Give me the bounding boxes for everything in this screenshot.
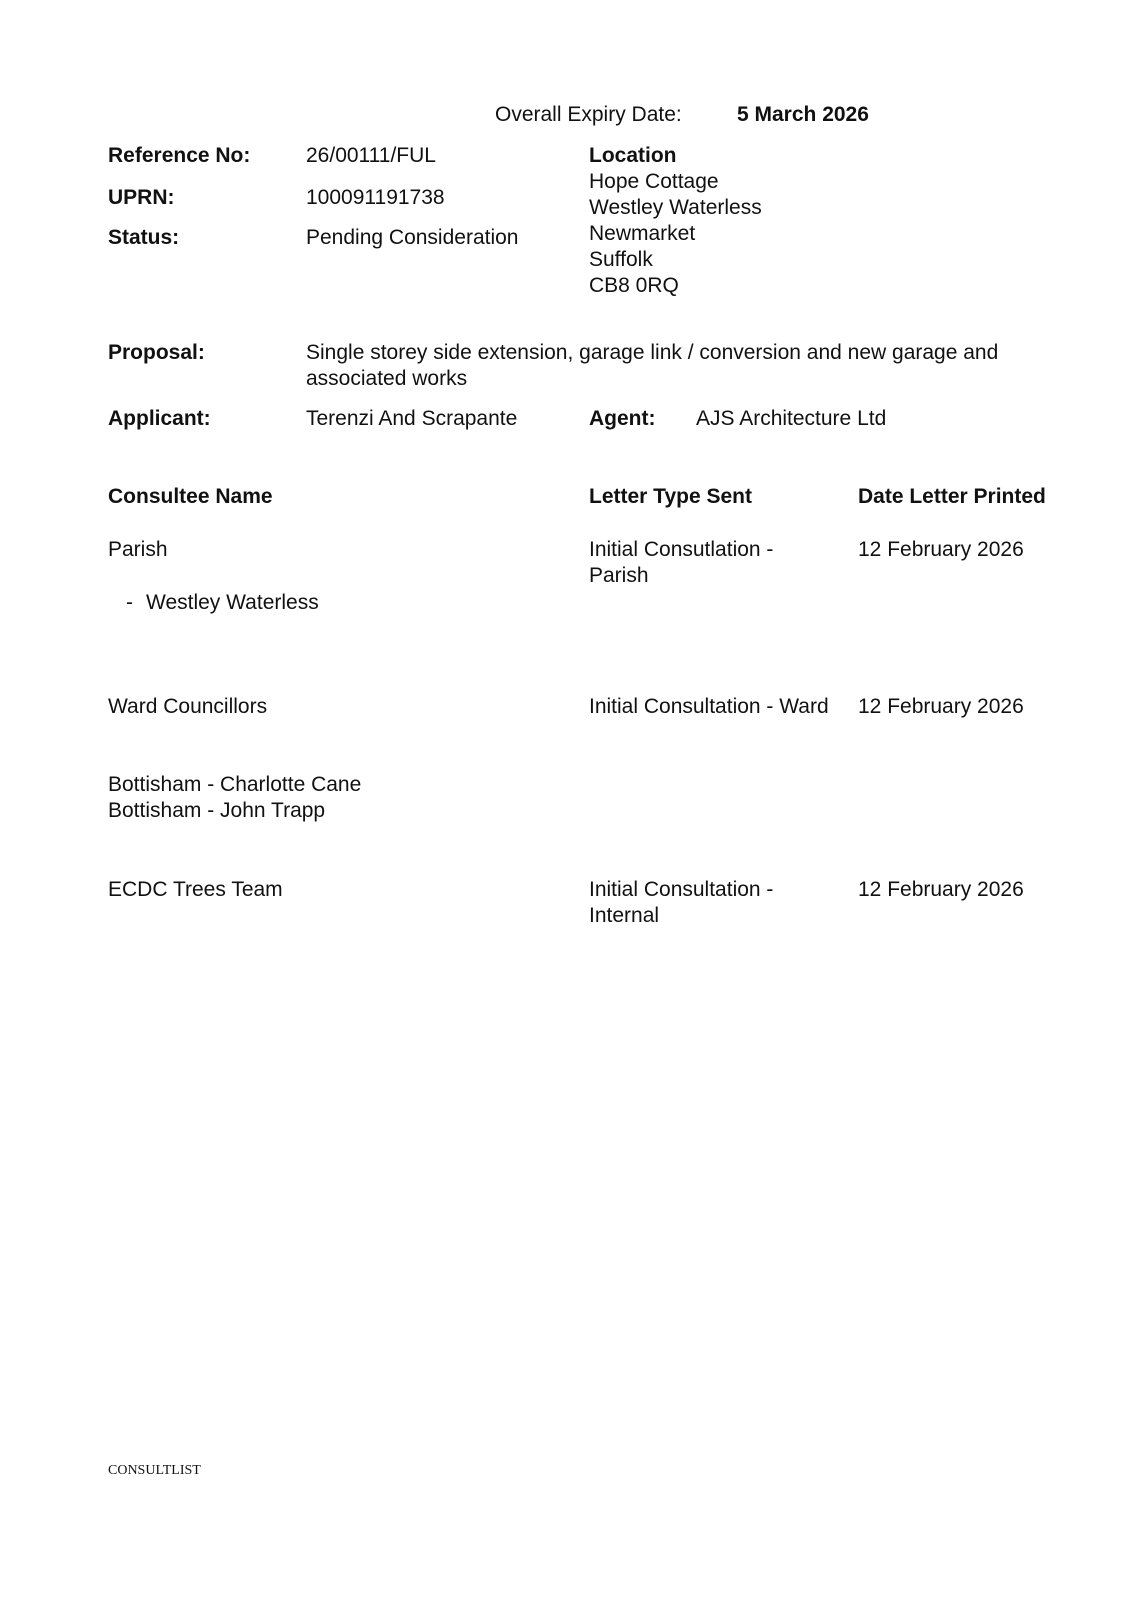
expiry-date-label: Overall Expiry Date: xyxy=(495,103,682,126)
consultee-name-trees-team: ECDC Trees Team xyxy=(108,878,283,901)
date-printed-ward: 12 February 2026 xyxy=(858,695,1024,718)
date-printed-parish: 12 February 2026 xyxy=(858,538,1024,561)
date-printed-trees-team: 12 February 2026 xyxy=(858,878,1024,901)
letter-type-trees-team: Initial Consultation - Internal xyxy=(589,878,774,927)
location-address xyxy=(589,169,762,299)
address-line: CB8 0RQ xyxy=(589,274,679,297)
reference-value: 26/00111/FUL xyxy=(306,144,436,167)
agent-label: Agent: xyxy=(589,407,656,430)
location-heading: Location xyxy=(589,144,677,167)
column-header-date-printed: Date Letter Printed xyxy=(858,485,1046,508)
applicant-value: Terenzi And Scrapante xyxy=(306,407,518,430)
address-line: Newmarket xyxy=(589,222,696,245)
list-dash: - xyxy=(126,591,133,614)
applicant-label: Applicant: xyxy=(108,407,211,430)
ward-councillor-list xyxy=(108,772,361,824)
address-line: Westley Waterless xyxy=(589,196,762,219)
address-line: Hope Cottage xyxy=(589,170,719,193)
proposal-value: Single storey side extension, garage link / conversion and new garage and associated works xyxy=(306,341,999,390)
consultee-name-parish: Parish xyxy=(108,538,168,561)
status-label: Status: xyxy=(108,226,180,249)
consultee-name-ward: Ward Councillors xyxy=(108,695,268,718)
column-header-letter-type: Letter Type Sent xyxy=(589,485,752,508)
report-code: CONSULTLIST xyxy=(108,1463,201,1478)
address-line: Suffolk xyxy=(589,248,653,271)
letter-type-ward: Initial Consultation - Ward xyxy=(589,695,829,718)
uprn-label: UPRN: xyxy=(108,186,175,209)
status-value: Pending Consideration xyxy=(306,226,519,249)
ward-councillor: Bottisham - Charlotte Cane xyxy=(108,773,362,796)
letter-type-parish: Initial Consutlation - Parish xyxy=(589,538,774,587)
reference-label: Reference No: xyxy=(108,144,251,167)
agent-value: AJS Architecture Ltd xyxy=(696,407,887,430)
column-header-consultee-name: Consultee Name xyxy=(108,485,273,508)
ward-councillor: Bottisham - John Trapp xyxy=(108,799,326,822)
proposal-label: Proposal: xyxy=(108,341,205,364)
parish-subentry xyxy=(126,590,319,616)
parish-name: Westley Waterless xyxy=(146,591,319,614)
expiry-date-value: 5 March 2026 xyxy=(737,103,869,126)
uprn-value: 100091191738 xyxy=(306,186,445,209)
